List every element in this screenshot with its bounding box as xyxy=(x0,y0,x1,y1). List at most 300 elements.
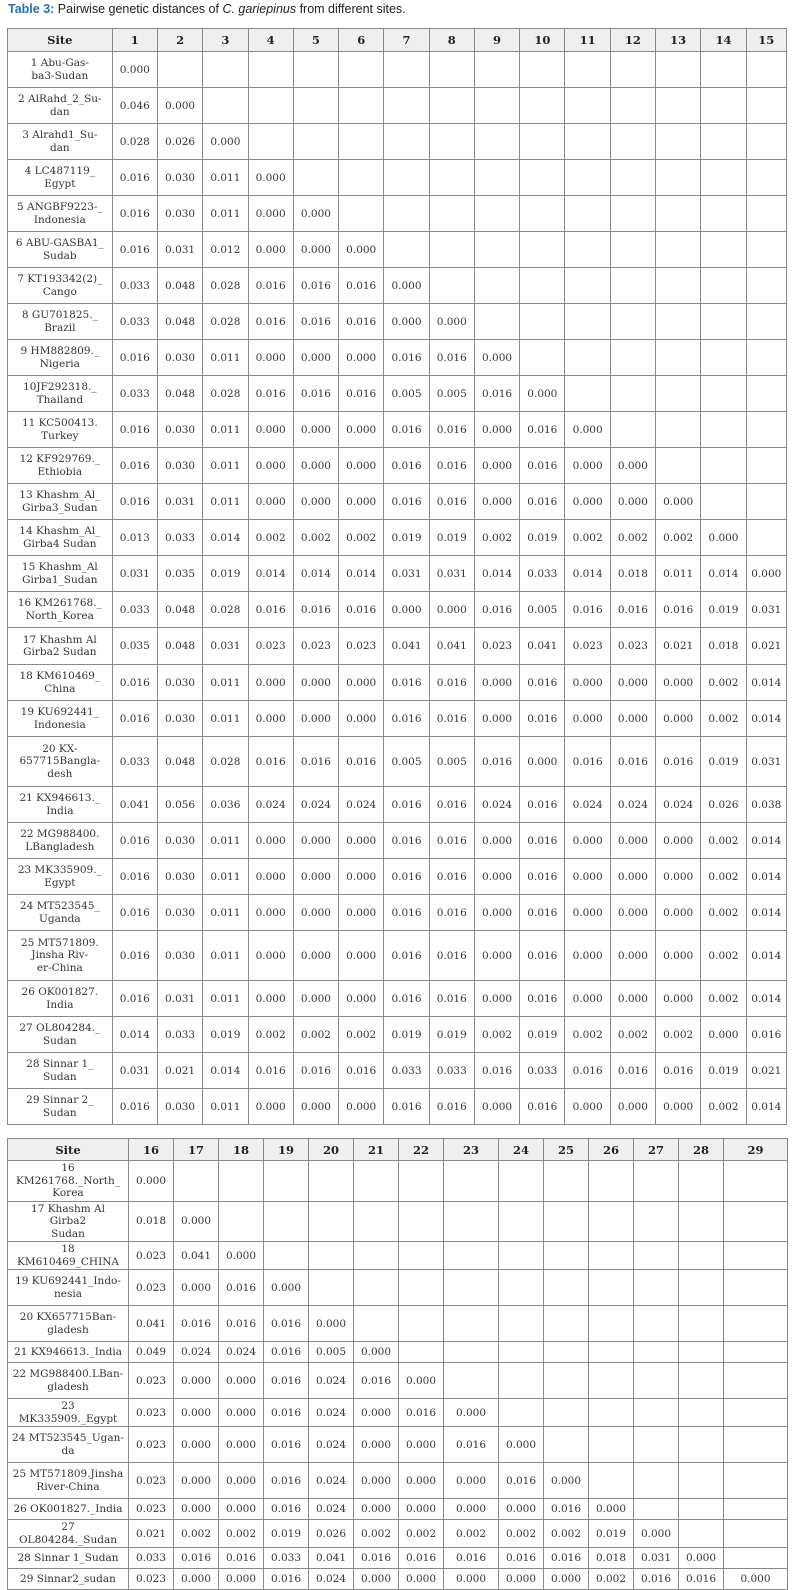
distance-cell: 0.016 xyxy=(112,340,157,376)
table-row xyxy=(8,737,787,787)
site-cell xyxy=(8,1499,129,1520)
distance-cell: 0.002 xyxy=(701,823,746,859)
table-row xyxy=(8,52,787,88)
distance-cell: 0.023 xyxy=(293,628,338,665)
site-name-line: 23 MK335909._ xyxy=(17,864,102,876)
distance-cell: 0.016 xyxy=(219,1270,264,1306)
distance-cell: 0.000 xyxy=(293,859,338,895)
distance-cell: 0.002 xyxy=(701,701,746,737)
distance-cell: 0.019 xyxy=(203,1017,248,1053)
distance-cell xyxy=(746,520,786,556)
distance-cell: 0.016 xyxy=(112,448,157,484)
caption-text-after: from different sites. xyxy=(296,2,406,16)
distance-cell: 0.002 xyxy=(701,1089,746,1125)
site-name-line: 10JF292318._ xyxy=(23,381,97,393)
header-col-11: 11 xyxy=(565,29,610,52)
distance-cell: 0.016 xyxy=(264,1363,309,1399)
distance-cell xyxy=(746,304,786,340)
distance-cell xyxy=(174,1161,219,1202)
distance-cell: 0.038 xyxy=(746,787,786,823)
distance-cell: 0.000 xyxy=(354,1569,399,1590)
distance-cell xyxy=(724,1161,788,1202)
distance-cell: 0.016 xyxy=(293,376,338,412)
distance-cell xyxy=(679,1463,724,1499)
distance-cell xyxy=(384,232,429,268)
distance-cell: 0.019 xyxy=(264,1520,309,1548)
site-cell xyxy=(8,701,113,737)
distance-cell xyxy=(520,196,565,232)
distance-cell: 0.002 xyxy=(610,520,655,556)
distance-cell: 0.000 xyxy=(248,340,293,376)
distance-cell: 0.000 xyxy=(354,1342,399,1363)
distance-cell xyxy=(339,160,384,196)
distance-cell: 0.000 xyxy=(565,823,610,859)
site-name-line: India xyxy=(46,998,74,1011)
distance-cell: 0.000 xyxy=(399,1499,444,1520)
distance-cell: 0.048 xyxy=(157,268,202,304)
distance-cell xyxy=(589,1306,634,1342)
distance-cell: 0.016 xyxy=(429,340,474,376)
table-row xyxy=(8,412,787,448)
distance-cell: 0.019 xyxy=(429,1017,474,1053)
distance-cell: 0.000 xyxy=(219,1569,264,1590)
table-header-row xyxy=(8,29,787,52)
distance-cell xyxy=(701,268,746,304)
site-name-line: 15 Khashm_Al xyxy=(21,561,98,573)
distance-cell: 0.024 xyxy=(610,787,655,823)
site-cell xyxy=(8,52,113,88)
distance-cell xyxy=(248,124,293,160)
site-name-line: 3 Alrahd1_Su- xyxy=(22,129,98,141)
table-row xyxy=(8,1242,788,1270)
table-row xyxy=(8,520,787,556)
site-name-line: Egypt xyxy=(44,177,76,190)
distance-cell: 0.000 xyxy=(474,859,519,895)
distance-cell: 0.000 xyxy=(248,448,293,484)
distance-cell: 0.014 xyxy=(112,1017,157,1053)
distance-cell: 0.030 xyxy=(157,160,202,196)
distance-cell: 0.023 xyxy=(565,628,610,665)
distance-cell: 0.000 xyxy=(474,981,519,1017)
header-col-8: 8 xyxy=(429,29,474,52)
distance-cell: 0.016 xyxy=(112,232,157,268)
distance-cell: 0.000 xyxy=(399,1427,444,1463)
site-name-line: 27 OL804284._Sudan xyxy=(19,1521,117,1546)
distance-cell: 0.024 xyxy=(309,1427,354,1463)
distance-cell: 0.000 xyxy=(174,1427,219,1463)
distance-cell: 0.031 xyxy=(634,1548,679,1569)
distance-cell xyxy=(354,1242,399,1270)
distance-cell: 0.000 xyxy=(248,823,293,859)
distance-cell: 0.016 xyxy=(248,376,293,412)
distance-table-part-2 xyxy=(7,1138,788,1590)
distance-cell: 0.000 xyxy=(248,1089,293,1125)
distance-cell: 0.002 xyxy=(174,1520,219,1548)
distance-cell: 0.016 xyxy=(520,484,565,520)
distance-cell: 0.023 xyxy=(339,628,384,665)
distance-cell: 0.016 xyxy=(520,701,565,737)
header-col-22: 22 xyxy=(399,1139,444,1161)
distance-cell: 0.016 xyxy=(544,1499,589,1520)
site-name-line: Indonesia xyxy=(33,213,86,226)
distance-cell: 0.000 xyxy=(384,592,429,628)
distance-cell: 0.016 xyxy=(339,304,384,340)
distance-cell xyxy=(634,1463,679,1499)
distance-cell: 0.002 xyxy=(339,1017,384,1053)
distance-cell xyxy=(520,124,565,160)
distance-cell: 0.000 xyxy=(248,981,293,1017)
distance-cell xyxy=(634,1161,679,1202)
distance-cell: 0.030 xyxy=(157,701,202,737)
distance-cell: 0.024 xyxy=(309,1569,354,1590)
distance-cell: 0.011 xyxy=(203,981,248,1017)
distance-cell: 0.016 xyxy=(264,1342,309,1363)
distance-cell xyxy=(499,1201,544,1242)
distance-cell: 0.014 xyxy=(746,895,786,931)
site-name-line: 18 KM610469_CHINA xyxy=(16,1243,120,1268)
site-cell xyxy=(8,1427,129,1463)
distance-cell xyxy=(399,1306,444,1342)
distance-cell: 0.000 xyxy=(610,701,655,737)
site-cell xyxy=(8,1242,129,1270)
table-row xyxy=(8,124,787,160)
distance-cell: 0.023 xyxy=(129,1270,174,1306)
site-name-line: 9 HM882809._ xyxy=(20,345,100,357)
distance-cell: 0.016 xyxy=(264,1306,309,1342)
distance-cell xyxy=(610,232,655,268)
distance-cell xyxy=(544,1201,589,1242)
distance-cell: 0.031 xyxy=(112,556,157,592)
distance-cell xyxy=(746,268,786,304)
table-row xyxy=(8,340,787,376)
distance-cell: 0.016 xyxy=(264,1499,309,1520)
distance-cell: 0.000 xyxy=(219,1427,264,1463)
distance-cell: 0.031 xyxy=(746,592,786,628)
site-cell xyxy=(8,895,113,931)
distance-cell xyxy=(339,196,384,232)
distance-cell: 0.016 xyxy=(474,737,519,787)
distance-cell: 0.016 xyxy=(429,1089,474,1125)
distance-cell xyxy=(474,304,519,340)
distance-cell: 0.002 xyxy=(701,931,746,981)
distance-cell: 0.028 xyxy=(203,737,248,787)
distance-cell: 0.016 xyxy=(565,1053,610,1089)
site-cell xyxy=(8,304,113,340)
distance-cell: 0.016 xyxy=(474,376,519,412)
distance-cell: 0.000 xyxy=(565,412,610,448)
distance-cell xyxy=(354,1201,399,1242)
distance-cell: 0.024 xyxy=(293,787,338,823)
distance-cell xyxy=(444,1342,499,1363)
site-name-line: Ethiobia xyxy=(37,465,83,478)
distance-cell: 0.000 xyxy=(565,931,610,981)
site-name-line: 657715Bangla- xyxy=(19,755,101,768)
distance-cell xyxy=(264,1242,309,1270)
distance-cell: 0.000 xyxy=(219,1363,264,1399)
distance-cell: 0.000 xyxy=(384,304,429,340)
distance-cell xyxy=(724,1242,788,1270)
distance-cell xyxy=(565,160,610,196)
distance-cell: 0.014 xyxy=(701,556,746,592)
header-col-17: 17 xyxy=(174,1139,219,1161)
distance-cell: 0.016 xyxy=(264,1569,309,1590)
distance-cell: 0.016 xyxy=(444,1548,499,1569)
distance-cell: 0.016 xyxy=(634,1569,679,1590)
distance-cell: 0.031 xyxy=(384,556,429,592)
distance-cell: 0.016 xyxy=(174,1548,219,1569)
table-row xyxy=(8,1161,788,1202)
distance-cell: 0.000 xyxy=(354,1499,399,1520)
table-row xyxy=(8,701,787,737)
header-col-18: 18 xyxy=(219,1139,264,1161)
distance-cell xyxy=(701,196,746,232)
distance-cell: 0.000 xyxy=(399,1363,444,1399)
distance-cell: 0.002 xyxy=(339,520,384,556)
distance-cell: 0.000 xyxy=(174,1363,219,1399)
distance-cell: 0.000 xyxy=(701,520,746,556)
distance-cell xyxy=(354,1270,399,1306)
table-row xyxy=(8,592,787,628)
distance-cell: 0.000 xyxy=(293,232,338,268)
distance-cell: 0.000 xyxy=(293,931,338,981)
distance-cell xyxy=(429,160,474,196)
header-col-14: 14 xyxy=(701,29,746,52)
distance-cell: 0.011 xyxy=(656,556,701,592)
distance-cell: 0.016 xyxy=(429,981,474,1017)
distance-cell xyxy=(384,196,429,232)
distance-cell: 0.016 xyxy=(656,737,701,787)
distance-cell xyxy=(724,1270,788,1306)
distance-cell xyxy=(610,196,655,232)
distance-cell: 0.000 xyxy=(679,1548,724,1569)
site-cell xyxy=(8,1017,113,1053)
header-col-23: 23 xyxy=(444,1139,499,1161)
site-name-line: LBangladesh xyxy=(25,840,95,853)
distance-cell xyxy=(656,268,701,304)
site-cell xyxy=(8,1342,129,1363)
distance-cell xyxy=(634,1306,679,1342)
distance-cell xyxy=(656,376,701,412)
distance-cell: 0.016 xyxy=(520,981,565,1017)
table-header-row xyxy=(8,1139,788,1161)
distance-cell: 0.000 xyxy=(520,737,565,787)
distance-cell: 0.024 xyxy=(174,1342,219,1363)
distance-cell xyxy=(354,1306,399,1342)
distance-cell xyxy=(520,340,565,376)
site-cell xyxy=(8,931,113,981)
distance-cell: 0.011 xyxy=(203,484,248,520)
site-cell xyxy=(8,1201,129,1242)
distance-cell: 0.016 xyxy=(520,931,565,981)
distance-cell: 0.014 xyxy=(746,701,786,737)
distance-cell: 0.016 xyxy=(354,1548,399,1569)
site-cell xyxy=(8,268,113,304)
distance-cell: 0.002 xyxy=(701,859,746,895)
distance-cell: 0.000 xyxy=(339,412,384,448)
site-cell xyxy=(8,484,113,520)
distance-cell xyxy=(746,376,786,412)
distance-cell xyxy=(544,1363,589,1399)
distance-cell: 0.016 xyxy=(384,448,429,484)
distance-cell xyxy=(679,1201,724,1242)
distance-cell: 0.016 xyxy=(384,340,429,376)
distance-cell: 0.005 xyxy=(429,737,474,787)
distance-cell: 0.048 xyxy=(157,304,202,340)
distance-cell: 0.033 xyxy=(384,1053,429,1089)
table-row xyxy=(8,1363,788,1399)
distance-cell: 0.019 xyxy=(589,1520,634,1548)
site-cell xyxy=(8,448,113,484)
distance-cell: 0.000 xyxy=(565,448,610,484)
site-name-line: 28 Sinnar 1_ xyxy=(26,1058,94,1070)
distance-cell xyxy=(589,1363,634,1399)
distance-cell: 0.016 xyxy=(384,412,429,448)
site-name-line: 16 KM261768._ xyxy=(17,597,102,609)
distance-cell: 0.033 xyxy=(157,1017,202,1053)
distance-cell: 0.000 xyxy=(444,1463,499,1499)
distance-cell: 0.016 xyxy=(399,1548,444,1569)
distance-cell: 0.031 xyxy=(746,737,786,787)
distance-cell: 0.019 xyxy=(520,520,565,556)
site-name-line: 29 Sinnar2_sudan xyxy=(20,1572,116,1585)
distance-cell: 0.000 xyxy=(474,484,519,520)
header-col-27: 27 xyxy=(634,1139,679,1161)
site-name-line: Sudan xyxy=(42,1106,77,1119)
distance-cell: 0.023 xyxy=(248,628,293,665)
distance-cell xyxy=(544,1399,589,1427)
distance-cell: 0.016 xyxy=(520,787,565,823)
distance-cell: 0.030 xyxy=(157,859,202,895)
distance-cell xyxy=(746,124,786,160)
distance-cell: 0.000 xyxy=(656,823,701,859)
distance-cell: 0.016 xyxy=(112,412,157,448)
distance-cell xyxy=(499,1363,544,1399)
site-name-line: 21 KX946613._ xyxy=(19,792,101,804)
distance-cell xyxy=(474,232,519,268)
distance-cell xyxy=(399,1270,444,1306)
table-row xyxy=(8,1399,788,1427)
site-cell xyxy=(8,196,113,232)
distance-cell: 0.000 xyxy=(520,376,565,412)
site-name-line: 8 GU701825._ xyxy=(21,309,98,321)
distance-cell: 0.000 xyxy=(354,1399,399,1427)
distance-cell xyxy=(656,304,701,340)
distance-cell: 0.000 xyxy=(339,823,384,859)
distance-cell xyxy=(746,160,786,196)
distance-cell: 0.002 xyxy=(293,520,338,556)
distance-cell: 0.031 xyxy=(157,484,202,520)
distance-cell xyxy=(544,1342,589,1363)
distance-cell: 0.000 xyxy=(544,1569,589,1590)
distance-cell: 0.000 xyxy=(474,701,519,737)
table-row xyxy=(8,268,787,304)
distance-cell: 0.019 xyxy=(520,1017,565,1053)
distance-cell: 0.016 xyxy=(499,1463,544,1499)
distance-cell: 0.000 xyxy=(656,665,701,701)
distance-cell: 0.000 xyxy=(565,1089,610,1125)
distance-cell: 0.016 xyxy=(354,1363,399,1399)
table-row xyxy=(8,1201,788,1242)
distance-cell: 0.016 xyxy=(656,592,701,628)
header-col-21: 21 xyxy=(354,1139,399,1161)
distance-cell: 0.019 xyxy=(384,1017,429,1053)
distance-cell xyxy=(679,1363,724,1399)
header-col-7: 7 xyxy=(384,29,429,52)
distance-cell: 0.002 xyxy=(544,1520,589,1548)
distance-cell xyxy=(474,196,519,232)
distance-cell: 0.016 xyxy=(384,787,429,823)
distance-cell: 0.028 xyxy=(112,124,157,160)
distance-cell: 0.031 xyxy=(112,1053,157,1089)
table-row xyxy=(8,1089,787,1125)
distance-cell xyxy=(746,448,786,484)
table-row xyxy=(8,1569,788,1590)
distance-cell: 0.016 xyxy=(384,981,429,1017)
distance-cell xyxy=(634,1427,679,1463)
site-name-line: 20 KX- xyxy=(42,742,78,755)
distance-cell xyxy=(746,484,786,520)
distance-cell: 0.028 xyxy=(203,304,248,340)
header-col-10: 10 xyxy=(520,29,565,52)
site-name-line: 4 LC487119_ xyxy=(24,165,95,177)
site-name-line: 29 Sinnar 2_ xyxy=(26,1094,94,1106)
distance-cell xyxy=(656,52,701,88)
distance-cell: 0.016 xyxy=(520,665,565,701)
site-name-line: da xyxy=(61,1444,75,1457)
distance-cell xyxy=(520,52,565,88)
distance-cell: 0.016 xyxy=(339,592,384,628)
distance-cell: 0.005 xyxy=(520,592,565,628)
site-name-line: River-China xyxy=(36,1480,100,1493)
distance-cell xyxy=(384,52,429,88)
distance-cell xyxy=(339,52,384,88)
distance-cell: 0.000 xyxy=(354,1427,399,1463)
distance-cell: 0.000 xyxy=(219,1499,264,1520)
distance-cell xyxy=(589,1427,634,1463)
distance-cell: 0.000 xyxy=(746,556,786,592)
distance-cell xyxy=(634,1499,679,1520)
distance-cell: 0.016 xyxy=(174,1306,219,1342)
distance-cell xyxy=(746,196,786,232)
distance-cell xyxy=(384,160,429,196)
site-name-line: gladesh xyxy=(47,1380,89,1393)
distance-cell: 0.002 xyxy=(656,520,701,556)
distance-cell xyxy=(634,1201,679,1242)
distance-cell: 0.016 xyxy=(384,701,429,737)
distance-cell: 0.033 xyxy=(129,1548,174,1569)
distance-cell xyxy=(309,1270,354,1306)
distance-cell: 0.002 xyxy=(565,1017,610,1053)
distance-cell: 0.023 xyxy=(129,1569,174,1590)
distance-cell xyxy=(399,1342,444,1363)
distance-cell: 0.000 xyxy=(174,1270,219,1306)
distance-cell xyxy=(565,232,610,268)
distance-cell xyxy=(384,124,429,160)
distance-cell: 0.024 xyxy=(309,1399,354,1427)
header-col-9: 9 xyxy=(474,29,519,52)
distance-cell: 0.000 xyxy=(293,196,338,232)
distance-cell: 0.016 xyxy=(264,1463,309,1499)
distance-cell: 0.016 xyxy=(339,376,384,412)
distance-cell xyxy=(634,1242,679,1270)
distance-cell: 0.018 xyxy=(129,1201,174,1242)
distance-cell: 0.028 xyxy=(203,268,248,304)
distance-cell: 0.018 xyxy=(610,556,655,592)
distance-cell: 0.016 xyxy=(293,304,338,340)
distance-cell xyxy=(444,1363,499,1399)
table-row xyxy=(8,556,787,592)
site-name-line: 19 KU692441_ xyxy=(20,706,99,718)
